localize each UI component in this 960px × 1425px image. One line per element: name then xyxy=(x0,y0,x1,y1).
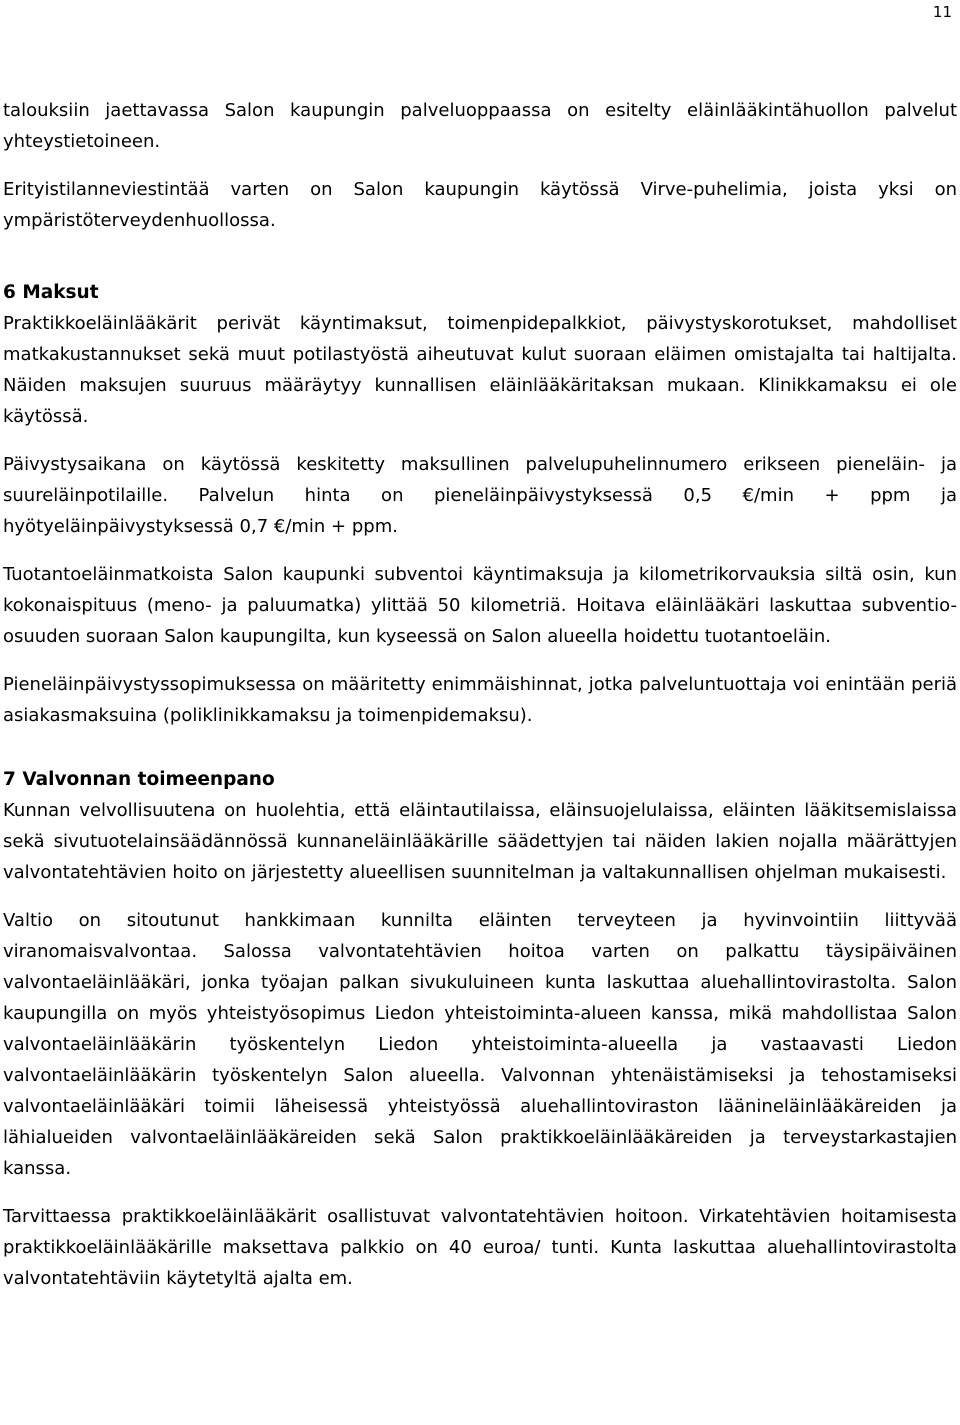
maksut-paragraph-1: Praktikkoeläinlääkärit perivät käyntimaksut, toimenpidepalkkiot, päivystyskorotukset, mahdolliset matkakustannukset sekä muut potilastyöstä aiheutuvat kulut suoraan eläimen omistajalta tai haltijalta. Näiden maksujen suuruus määräytyy kunnallisen eläinlääkäritaksan mukaan. Klinikkamaksu ei ole käytössä. xyxy=(3,313,957,427)
maksut-paragraph-3: Tuotantoeläinmatkoista Salon kaupunki subventoi käyntimaksuja ja kilometrikorvauksia siltä osin, kun kokonaispituus (meno- ja paluumatka) ylittää 50 kilometriä. Hoitava eläinlääkäri laskuttaa subventio-osuuden suoraan Salon kaupungilta, kun kyseessä on Salon alueella hoidettu tuotantoeläin. xyxy=(3,564,957,647)
intro-paragraph-1: talouksiin jaettavassa Salon kaupungin palveluoppaassa on esitelty eläinlääkintähuollon palvelut yhteystietoineen. xyxy=(3,100,957,152)
maksut-paragraph-4: Pieneläinpäivystyssopimuksessa on määritetty enimmäishinnat, jotka palveluntuottaja voi enintään periä asiakasmaksuina (poliklinikkamaksu ja toimenpidemaksu). xyxy=(3,674,957,726)
section-valvonnan-toimeenpano xyxy=(3,764,957,1294)
page-number: 11 xyxy=(932,3,952,21)
document-body xyxy=(3,95,957,1311)
maksut-paragraph-2: Päivystysaikana on käytössä keskitetty maksullinen palvelupuhelinnumero erikseen pieneläin- ja suureläinpotilaille. Palvelun hinta on pieneläinpäivystyksessä 0,5 €/min + ppm ja hyötyeläinpäivystyksessä 0,7 €/min + ppm. xyxy=(3,454,957,537)
valvonta-paragraph-2: Valtio on sitoutunut hankkimaan kunnilta eläinten terveyteen ja hyvinvointiin liittyvää viranomaisvalvontaa. Salossa valvontatehtävien hoitoa varten on palkattu täysipäiväinen valvontaeläinlääkäri, jonka työajan palkan sivukuluineen kunta laskuttaa aluehallintovirastolta. Salon kaupungilla on myös yhteistyösopimus Liedon yhteistoiminta-alueen kanssa, mikä mahdollistaa Salon valvontaeläinlääkärin työskentelyn Liedon yhteistoiminta-alueella ja vastaavasti Liedon valvontaeläinlääkärin työskentelyn Salon alueella. Valvonnan yhtenäistämiseksi ja tehostamiseksi valvontaeläinlääkäri toimii läheisessä yhteistyössä aluehallintoviraston läänineläinlääkäreiden ja lähialueiden valvontaeläinlääkäreiden sekä Salon praktikkoeläinlääkäreiden ja terveystarkastajien kanssa. xyxy=(3,910,957,1179)
valvonta-paragraph-3: Tarvittaessa praktikkoeläinlääkärit osallistuvat valvontatehtävien hoitoon. Virkatehtävien hoitamisesta praktikkoeläinlääkärille maksettava palkkio on 40 euroa/ tunti. Kunta laskuttaa aluehallintovirastolta valvontatehtäviin käytetyltä ajalta em. xyxy=(3,1206,957,1289)
section-heading-maksut: 6 Maksut xyxy=(3,282,99,303)
section-maksut xyxy=(3,277,957,731)
valvonta-paragraph-1: Kunnan velvollisuutena on huolehtia, että eläintautilaissa, eläinsuojelulaissa, eläinten lääkitsemislaissa sekä sivutuotelainsäädännössä kunnaneläinlääkärille säädettyjen tai näiden lakien nojalla määrättyjen valvontatehtävien hoito on järjestetty alueellisen suunnitelman ja valtakunnallisen ohjelman mukaisesti. xyxy=(3,800,957,883)
section-heading-valvonnan-toimeenpano: 7 Valvonnan toimeenpano xyxy=(3,769,275,790)
intro-paragraph-2: Erityistilanneviestintää varten on Salon kaupungin käytössä Virve-puhelimia, joista yksi on ympäristöterveydenhuollossa. xyxy=(3,179,957,231)
